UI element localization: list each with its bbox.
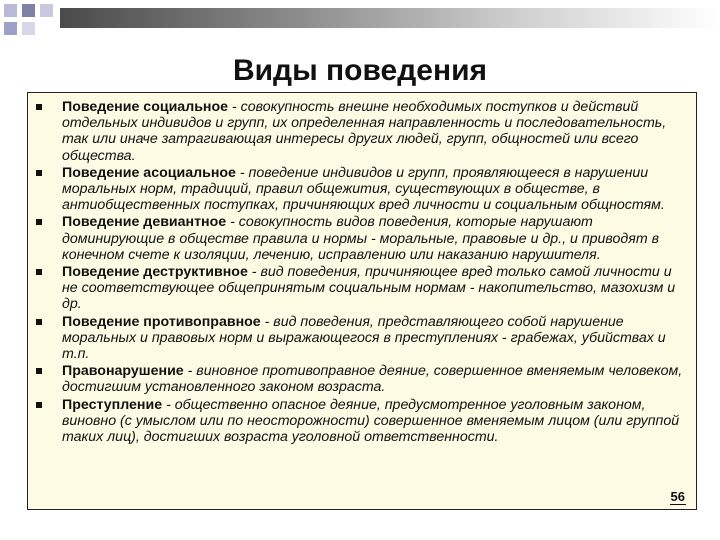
bullet-icon	[36, 402, 42, 408]
bullet-icon	[36, 104, 42, 110]
item-definition: - виновное противоправное деяние, совершенное вменяемым человеком, достигшим установленного законом возраста.	[62, 363, 683, 396]
bullet-icon	[36, 368, 42, 374]
decor-square	[40, 4, 53, 17]
item-term: Преступление	[62, 396, 163, 413]
list-item	[28, 165, 686, 214]
item-definition: - вид поведения, причиняющее вред только самой личности и не соответствующее общепринятым социальным нормам - накопительство, мазохизм и др.	[62, 264, 676, 313]
item-term: Поведение противоправное	[62, 313, 261, 330]
page-number: 56	[670, 489, 685, 504]
content-box	[27, 92, 697, 510]
item-definition: - общественно опасное деяние, предусмотренное уголовным законом, виновно (с умыслом или по неосторожности) совершенное вменяемым лицом (или группой таких лиц), достигших возраста уголовной ответственности.	[62, 396, 680, 446]
decor-square	[4, 22, 17, 35]
item-definition: - совокупность внешне необходимых поступков и действий отдельных индивидов и групп, их определенная направленность и последовательность, так или иначе затрагивающая интересы других людей, групп, общностей или всего общества.	[62, 99, 667, 164]
decor-square	[4, 4, 17, 17]
item-term: Поведение социальное	[62, 99, 229, 115]
item-definition: - вид поведения, представляющего собой нарушение моральных и правовых норм и выражающегося в преступлениях - грабежах, убийствах и т.п.	[62, 313, 666, 363]
list-item	[28, 363, 686, 395]
corner-decoration	[0, 0, 60, 44]
bullet-icon	[36, 170, 42, 176]
bullet-icon	[36, 269, 42, 275]
item-term: Поведение деструктивное	[62, 264, 248, 281]
item-term: Поведение девиантное	[62, 214, 227, 231]
bullet-icon	[36, 219, 42, 225]
list-item	[28, 397, 686, 446]
item-term: Поведение асоциальное	[62, 164, 236, 181]
decor-square	[22, 22, 35, 35]
list-item	[28, 314, 686, 363]
decor-square	[22, 4, 35, 17]
list-item	[28, 214, 686, 263]
item-definition: - поведение индивидов и групп, проявляющееся в нарушении моральных норм, традиций, правил общежития, существующих в обществе, в антиобщественных поступках, причиняющих вред личности и социальным общностям.	[62, 164, 665, 214]
definition-list	[28, 93, 696, 445]
header-band	[60, 8, 720, 28]
bullet-icon	[36, 319, 42, 325]
list-item	[28, 264, 686, 313]
slide-title: Виды поведения	[232, 54, 488, 87]
item-definition: - совокупность видов поведения, которые нарушают доминирующие в обществе правила и нормы - моральные, правовые и др., и приводят в конечном счете к изоляции, лечению, исправлению или наказанию нарушителя.	[62, 214, 659, 263]
list-item	[28, 99, 686, 164]
item-term: Правонарушение	[62, 363, 184, 380]
